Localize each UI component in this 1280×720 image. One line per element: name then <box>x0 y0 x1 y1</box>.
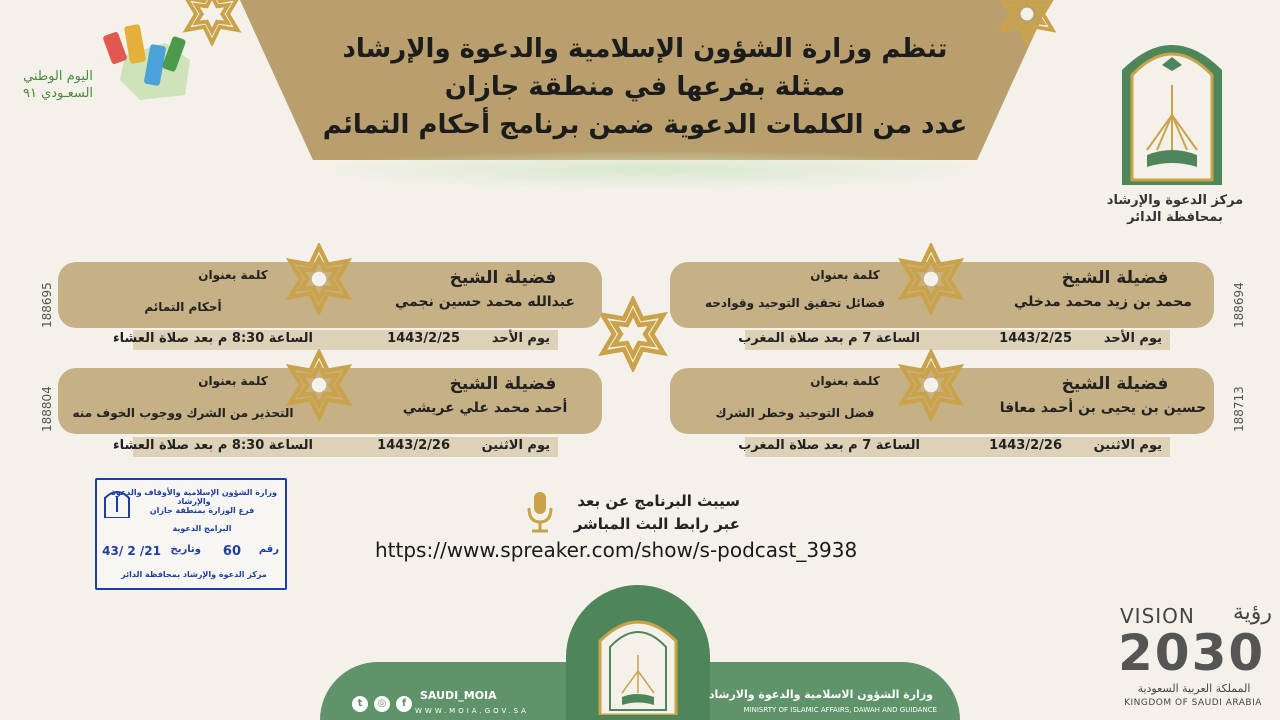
sheikh-title: فضيلة الشيخ <box>449 374 557 394</box>
footer-handle[interactable]: SAUDI_MOIA <box>420 689 497 702</box>
dawah-center-line1: مركز الدعوة والإرشاد <box>1106 193 1244 208</box>
star-ornament-icon <box>595 296 671 372</box>
sheikh-name: أحمد محمد علي عريشي <box>402 400 568 416</box>
schedule-date: 1443/2/26 <box>377 438 450 453</box>
vision-year: 2030 <box>1118 624 1266 682</box>
schedule-day: يوم الاثنين <box>1093 438 1162 453</box>
schedule-time: الساعة 8:30 م بعد صلاة العشاء <box>113 438 313 453</box>
national-day-line1: اليوم الوطني <box>23 69 93 84</box>
star-ornament-icon <box>283 349 355 421</box>
schedule-row <box>738 330 1170 350</box>
topic: التحذير من الشرك ووجوب الخوف منه <box>72 406 294 420</box>
national-day-logo <box>95 15 210 105</box>
vision-kingdom-en: KINGDOM OF SAUDI ARABIA <box>1124 698 1262 708</box>
serial-number: 188804 <box>40 386 54 432</box>
schedule-day: يوم الأحد <box>491 331 550 346</box>
topic-label: كلمة بعنوان <box>810 374 880 388</box>
schedule-time: الساعة 7 م بعد صلاة المغرب <box>738 438 920 453</box>
stamp-line5: مركز الدعوة والإرشاد بمحافظة الدائر <box>121 570 267 579</box>
topic: أحكام التمائم <box>144 300 222 314</box>
instagram-icon[interactable]: ◎ <box>374 696 390 712</box>
vision-kingdom-ar: المملكة العربية السعودية <box>1137 682 1251 695</box>
schedule-time: الساعة 7 م بعد صلاة المغرب <box>738 331 920 346</box>
star-ornament-icon <box>995 0 1059 46</box>
sheikh-name: حسين بن يحيى بن أحمد معافا <box>999 400 1207 416</box>
topic-label: كلمة بعنوان <box>198 374 268 388</box>
schedule-row <box>113 330 558 350</box>
stamp-line2: فرع الوزارة بمنطقة جازان <box>149 506 255 515</box>
facebook-icon[interactable]: f <box>396 696 412 712</box>
schedule-day: يوم الاثنين <box>481 438 550 453</box>
national-day-text <box>8 68 108 102</box>
footer-ministry-en: MINISRTY OF ISLAMIC AFFAIRS, DAWAH AND GUIDANCE <box>743 706 937 714</box>
dawah-center-caption <box>1105 192 1245 226</box>
serial-number: 188713 <box>1232 386 1246 432</box>
vision-en: VISION <box>1120 604 1195 628</box>
topic: فضل التوحيد وخطر الشرك <box>715 406 875 420</box>
sheikh-title: فضيلة الشيخ <box>1061 268 1169 288</box>
stamp-date: 43/ 2 /21 <box>102 544 161 558</box>
banner-glow <box>300 150 1000 190</box>
stamp-date-label: وتاريخ <box>170 544 201 555</box>
topic-label: كلمة بعنوان <box>198 268 268 282</box>
star-ornament-icon <box>895 349 967 421</box>
dawah-center-line2: بمحافظة الدائر <box>1127 210 1223 225</box>
dawah-center-logo <box>1117 25 1227 185</box>
topic: فضائل تحقيق التوحيد وقوادحه <box>705 296 885 310</box>
schedule-time: الساعة 8:30 م بعد صلاة العشاء <box>113 331 313 346</box>
official-stamp <box>95 478 287 590</box>
schedule-date: 1443/2/25 <box>999 331 1072 346</box>
schedule-date: 1443/2/25 <box>387 331 460 346</box>
headline <box>300 30 990 144</box>
serial-number: 188694 <box>1232 282 1246 328</box>
stamp-number-row <box>101 544 279 560</box>
twitter-icon[interactable]: t <box>352 696 368 712</box>
vision-ar: رؤية <box>1232 600 1272 625</box>
topic-label: كلمة بعنوان <box>810 268 880 282</box>
headline-line3: عدد من الكلمات الدعوية ضمن برنامج أحكام التمائم <box>322 110 968 140</box>
footer-ministry-ar: وزارة الشؤون الاسلامية والدعوة والارشاد <box>708 688 933 701</box>
schedule-row <box>113 437 558 457</box>
star-ornament-icon <box>895 243 967 315</box>
podcast-url[interactable]: https://www.spreaker.com/show/s-podcast_3938 <box>375 538 858 562</box>
footer-website[interactable]: WWW.MOIA.GOV.SA <box>415 707 529 715</box>
star-ornament-icon <box>283 243 355 315</box>
stamp-line1: وزارة الشؤون الإسلامية والأوقاف والدعوة والإرشاد <box>111 488 277 506</box>
sheikh-title: فضيلة الشيخ <box>449 268 557 288</box>
headline-line1: تنظم وزارة الشؤون الإسلامية والدعوة والإرشاد <box>342 34 948 64</box>
ministry-logo <box>596 605 680 715</box>
microphone-icon <box>526 490 554 534</box>
schedule-day: يوم الأحد <box>1103 331 1162 346</box>
sheikh-name: محمد بن زيد محمد مدخلي <box>1014 294 1192 310</box>
schedule-date: 1443/2/26 <box>989 438 1062 453</box>
stamp-number-label: رقم <box>258 544 279 555</box>
serial-number: 188695 <box>40 282 54 328</box>
national-day-line2: السعـودي ٩١ <box>22 86 94 101</box>
podcast-line2: عبر رابط البث المباشر <box>573 515 740 533</box>
sheikh-name: عبدالله محمد حسين نجمي <box>394 294 576 310</box>
schedule-row <box>738 437 1170 457</box>
stamp-line3: البرامج الدعوية <box>172 524 232 533</box>
stamp-number: 60 <box>222 544 241 559</box>
sheikh-title: فضيلة الشيخ <box>1061 374 1169 394</box>
headline-line2: ممثلة بفرعها في منطقة جازان <box>444 72 846 102</box>
podcast-line1: سيبث البرنامج عن بعد <box>577 492 740 510</box>
